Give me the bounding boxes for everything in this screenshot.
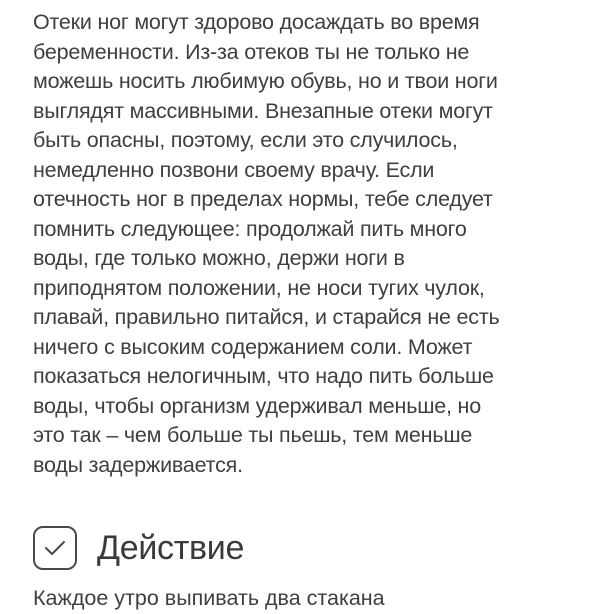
action-checkbox[interactable]: [33, 526, 77, 570]
action-title: Действие: [97, 528, 245, 567]
article-line: воды задерживается.: [33, 452, 243, 477]
article-line: приподнятом положении, не носи тугих чулок,: [33, 275, 485, 300]
article-line: плавай, правильно питайся, и старайся не есть: [33, 305, 500, 329]
article-line: немедленно позвони своему врачу. Если: [33, 157, 435, 182]
article-line: выглядят массивными. Внезапные отеки могут: [33, 98, 493, 123]
article-line: можешь носить любимую обувь, но и твои ноги: [33, 69, 498, 93]
article-line: показаться нелогичным, что надо пить больше: [33, 364, 494, 388]
action-text: Каждое утро выпивать два стакана: [33, 586, 385, 610]
article-line: быть опасны, поэтому, если это случилось,: [33, 128, 458, 152]
article-line: ничего с высоким содержанием соли. Может: [33, 334, 473, 359]
article-line: беременности. Из-за отеков ты не только не: [33, 39, 470, 64]
article-line: воды, где только можно, держи ноги в: [33, 246, 405, 270]
article-text: [33, 8, 578, 480]
article-line: это так – чем больше ты пьешь, тем меньше: [33, 423, 473, 447]
checkmark-icon: [44, 540, 66, 556]
article-line: отечность ног в пределах нормы, тебе следует: [33, 187, 493, 211]
article-line: помнить следующее: продолжай пить много: [33, 216, 467, 241]
article-line: воды, чтобы организм удерживал меньше, но: [33, 393, 481, 418]
action-section-header: [33, 526, 244, 570]
article-line: Отеки ног могут здорово досаждать во время: [33, 10, 480, 34]
